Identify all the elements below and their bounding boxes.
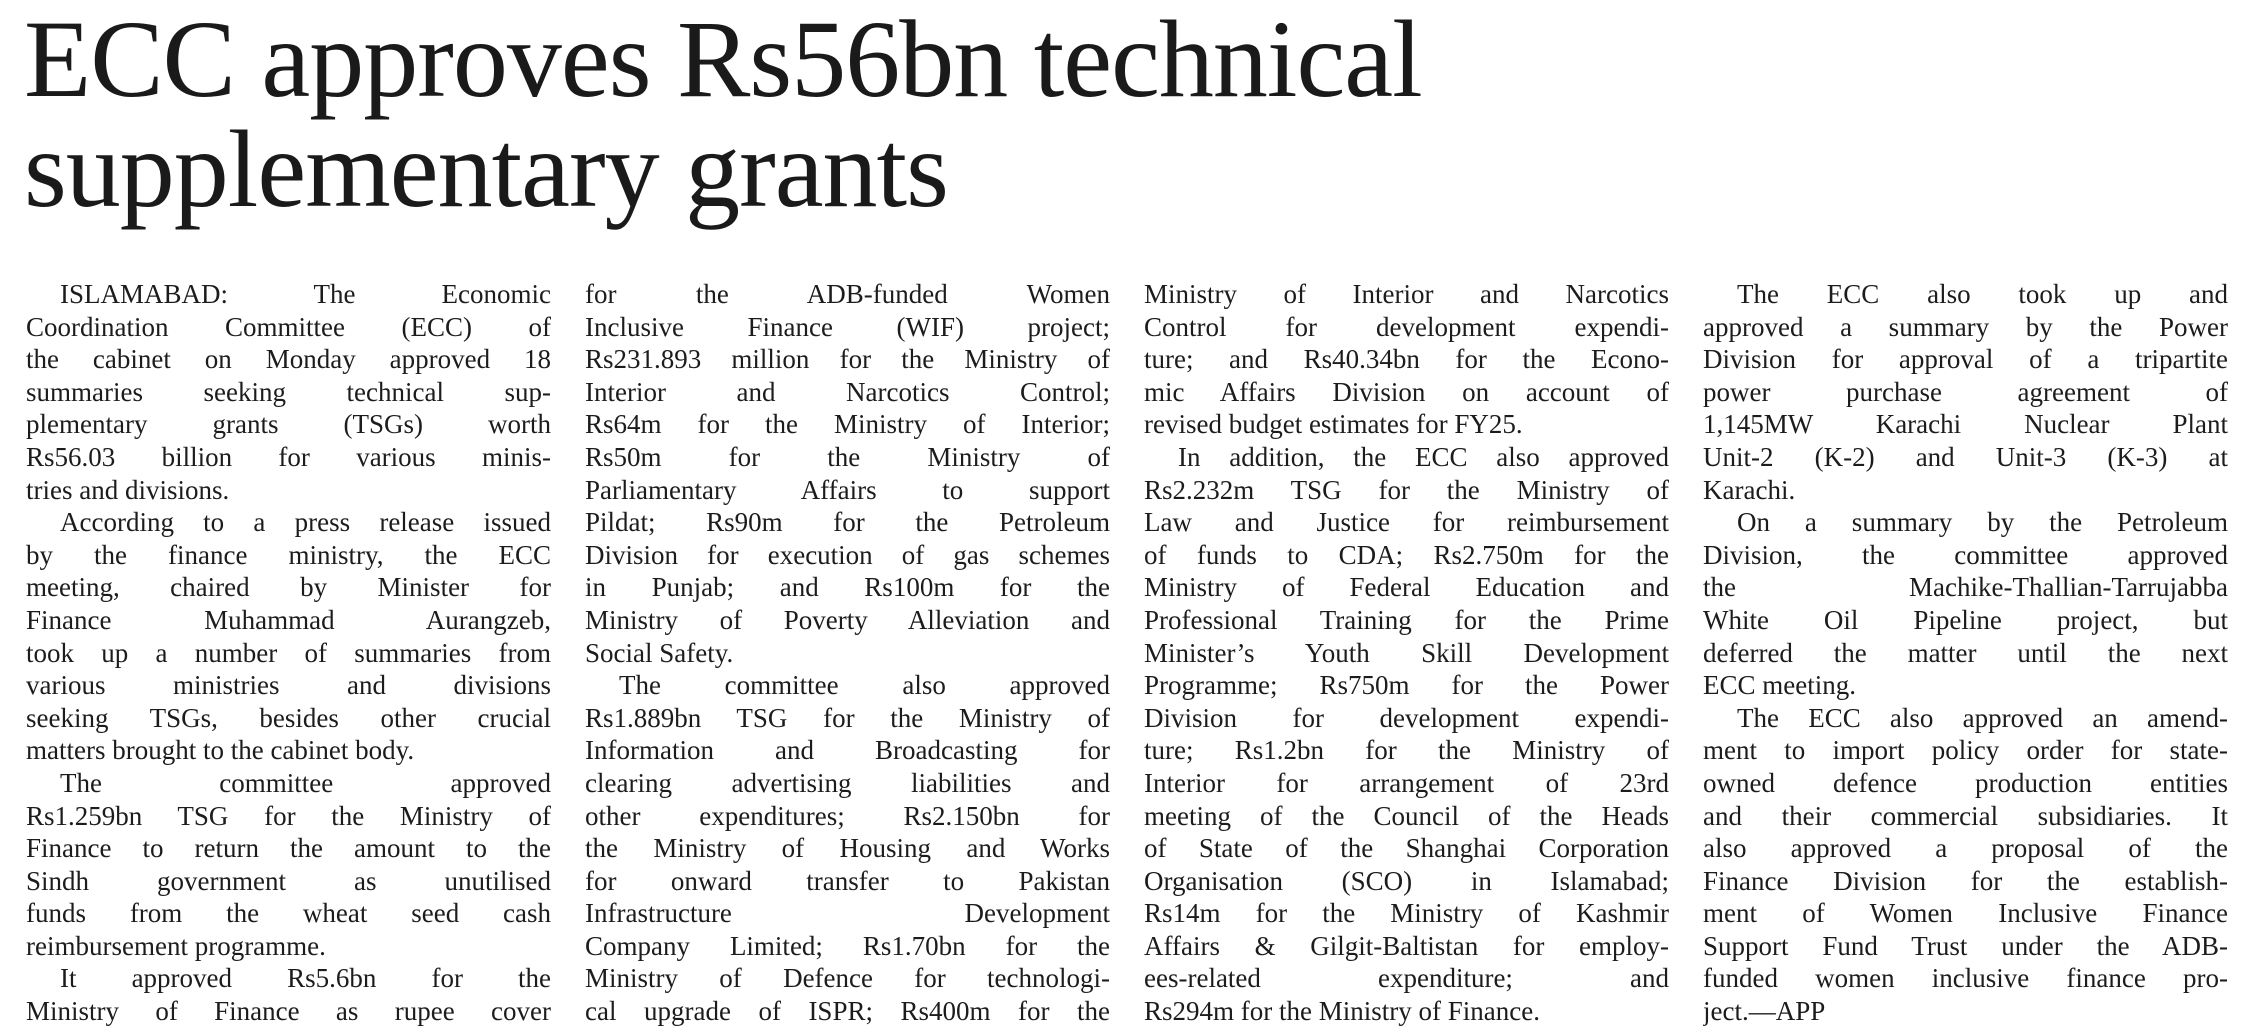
text-line: for the ADB-funded Women bbox=[585, 279, 1110, 309]
text-line: Rs56.03 billion for various minis- bbox=[26, 441, 551, 472]
text-line: summaries seeking technical sup- bbox=[26, 376, 551, 407]
text-line: Rs231.893 million for the Ministry of bbox=[585, 344, 1110, 375]
text-line: Sindh government as unutilised bbox=[26, 865, 551, 896]
text-line: 1,145MW Karachi Nuclear Plant bbox=[1703, 409, 2228, 440]
text-line: clearing advertising liabilities and bbox=[585, 767, 1110, 798]
text-line: Ministry of Poverty Alleviation and bbox=[585, 604, 1110, 635]
text-line: in Punjab; and Rs100m for the bbox=[585, 572, 1110, 603]
text-line: plementary grants (TSGs) worth bbox=[26, 409, 551, 440]
text-line: cal upgrade of ISPR; Rs400m for the bbox=[585, 996, 1110, 1027]
text-line: the Machike-Thallian-Tarrujabba bbox=[1703, 572, 2228, 603]
text-line: Rs2.232m TSG for the Ministry of bbox=[1144, 474, 1669, 505]
text-line: various ministries and divisions bbox=[26, 670, 551, 701]
text-line: of State of the Shanghai Corporation bbox=[1144, 833, 1669, 864]
text-line: also approved a proposal of the bbox=[1703, 833, 2228, 864]
text-line: It approved Rs5.6bn for the bbox=[60, 963, 551, 994]
text-line: seeking TSGs, besides other crucial bbox=[26, 702, 551, 733]
text-line: and their commercial subsidiaries. It bbox=[1703, 800, 2228, 831]
text-line: owned defence production entities bbox=[1703, 767, 2228, 798]
text-line: mic Affairs Division on account of bbox=[1144, 376, 1669, 407]
text-line: meeting, chaired by Minister for bbox=[26, 572, 551, 603]
text-line: ment of Women Inclusive Finance bbox=[1703, 898, 2228, 929]
text-line: White Oil Pipeline project, but bbox=[1703, 604, 2228, 635]
text-line: ture; Rs1.2bn for the Ministry of bbox=[1144, 735, 1669, 766]
text-line: Ministry of Finance as rupee cover bbox=[26, 996, 551, 1027]
text-line: Ministry of Federal Education and bbox=[1144, 572, 1669, 603]
text-line: Parliamentary Affairs to support bbox=[585, 474, 1110, 505]
text-line: funds from the wheat seed cash bbox=[26, 898, 551, 929]
text-line: Division for development expendi- bbox=[1144, 702, 1669, 733]
text-line: matters brought to the cabinet body. bbox=[26, 735, 415, 766]
text-line: tries and divisions. bbox=[26, 474, 230, 505]
text-line: funded women inclusive finance pro- bbox=[1703, 963, 2228, 994]
text-line: revised budget estimates for FY25. bbox=[1144, 409, 1523, 440]
text-line: Ministry of Defence for technologi- bbox=[585, 963, 1110, 994]
text-line: ture; and Rs40.34bn for the Econo- bbox=[1144, 344, 1669, 375]
text-line: Interior for arrangement of 23rd bbox=[1144, 767, 1669, 798]
text-line: The committee also approved bbox=[619, 670, 1110, 701]
text-line: the cabinet on Monday approved 18 bbox=[26, 344, 551, 375]
text-line: Finance Muhammad Aurangzeb, bbox=[26, 604, 551, 635]
text-line: Information and Broadcasting for bbox=[585, 735, 1110, 766]
text-line: In addition, the ECC also approved bbox=[1178, 441, 1669, 472]
text-line: Finance Division for the establish- bbox=[1703, 865, 2228, 896]
text-line: Support Fund Trust under the ADB- bbox=[1703, 930, 2228, 961]
text-line: ject.—APP bbox=[1703, 996, 1826, 1027]
article-body bbox=[26, 278, 2230, 1028]
body-column-4 bbox=[1703, 278, 2228, 1028]
text-line: ISLAMABAD: The Economic bbox=[60, 279, 551, 309]
text-line: Division, the committee approved bbox=[1703, 539, 2228, 570]
text-line: Rs1.889bn TSG for the Ministry of bbox=[585, 702, 1110, 733]
body-column-1 bbox=[26, 278, 551, 1028]
text-line: Rs50m for the Ministry of bbox=[585, 441, 1110, 472]
text-line: The committee approved bbox=[60, 767, 551, 798]
article-headline bbox=[24, 0, 1422, 230]
text-line: Rs14m for the Ministry of Kashmir bbox=[1144, 898, 1669, 929]
text-line: other expenditures; Rs2.150bn for bbox=[585, 800, 1110, 831]
text-line: Division for execution of gas schemes bbox=[585, 539, 1110, 570]
body-column-3 bbox=[1144, 278, 1669, 1028]
text-line: by the finance ministry, the ECC bbox=[26, 539, 551, 570]
text-line: Rs294m for the Ministry of Finance. bbox=[1144, 996, 1540, 1027]
text-line: Finance to return the amount to the bbox=[26, 833, 551, 864]
text-line: Ministry of Interior and Narcotics bbox=[1144, 279, 1669, 309]
text-line: took up a number of summaries from bbox=[26, 637, 551, 668]
text-line: Interior and Narcotics Control; bbox=[585, 376, 1110, 407]
text-line: approved a summary by the Power bbox=[1703, 311, 2228, 342]
text-line: ment to import policy order for state- bbox=[1703, 735, 2228, 766]
text-line: Karachi. bbox=[1703, 474, 1796, 505]
text-line: the Ministry of Housing and Works bbox=[585, 833, 1110, 864]
text-line: ees-related expenditure; and bbox=[1144, 963, 1669, 994]
text-line: for onward transfer to Pakistan bbox=[585, 865, 1110, 896]
text-line: Programme; Rs750m for the Power bbox=[1144, 670, 1669, 701]
text-line: power purchase agreement of bbox=[1703, 376, 2228, 407]
text-line: Coordination Committee (ECC) of bbox=[26, 311, 551, 342]
text-line: Pildat; Rs90m for the Petroleum bbox=[585, 507, 1110, 538]
text-line: On a summary by the Petroleum bbox=[1737, 507, 2228, 538]
text-line: deferred the matter until the next bbox=[1703, 637, 2228, 668]
text-line: Social Safety. bbox=[585, 637, 734, 668]
text-line: Division for approval of a tripartite bbox=[1703, 344, 2228, 375]
text-line: According to a press release issued bbox=[60, 507, 551, 538]
text-line: ECC meeting. bbox=[1703, 670, 1856, 701]
headline-line-1: ECC approves Rs56bn technical bbox=[24, 0, 1422, 120]
text-line: of funds to CDA; Rs2.750m for the bbox=[1144, 539, 1669, 570]
text-line: meeting of the Council of the Heads bbox=[1144, 800, 1669, 831]
text-line: Professional Training for the Prime bbox=[1144, 604, 1669, 635]
text-line: Control for development expendi- bbox=[1144, 311, 1669, 342]
text-line: The ECC also took up and bbox=[1737, 279, 2228, 309]
text-line: Affairs & Gilgit-Baltistan for employ- bbox=[1144, 930, 1669, 961]
text-line: Infrastructure Development bbox=[585, 898, 1110, 929]
text-line: Rs1.259bn TSG for the Ministry of bbox=[26, 800, 551, 831]
text-line: Unit-2 (K-2) and Unit-3 (K-3) at bbox=[1703, 441, 2228, 472]
text-line: Minister’s Youth Skill Development bbox=[1144, 637, 1669, 668]
text-line: Company Limited; Rs1.70bn for the bbox=[585, 930, 1110, 961]
text-line: Rs64m for the Ministry of Interior; bbox=[585, 409, 1110, 440]
body-column-2 bbox=[585, 278, 1110, 1028]
text-line: Organisation (SCO) in Islamabad; bbox=[1144, 865, 1669, 896]
text-line: reimbursement programme. bbox=[26, 930, 326, 961]
text-line: The ECC also approved an amend- bbox=[1737, 702, 2228, 733]
headline-line-2: supplementary grants bbox=[24, 108, 948, 230]
text-line: Law and Justice for reimbursement bbox=[1144, 507, 1669, 538]
text-line: Inclusive Finance (WIF) project; bbox=[585, 311, 1110, 342]
